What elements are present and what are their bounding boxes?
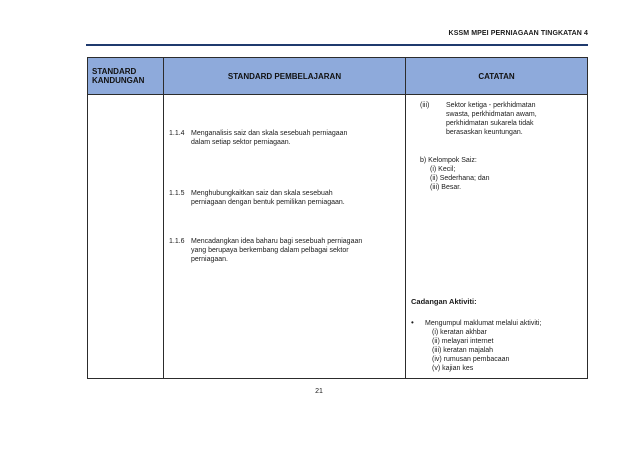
header-standard-kandungan <box>88 58 164 95</box>
activity-main: Mengumpul maklumat melalui aktiviti; <box>425 320 542 327</box>
activity-title: Cadangan Aktiviti: <box>411 297 477 306</box>
standard-code: 1.1.5 <box>169 190 185 197</box>
document-header: KSSM MPEI PERNIAGAAN TINGKATAN 4 <box>448 30 588 37</box>
header-line: KANDUNGAN <box>92 76 145 85</box>
header-line: STANDARD <box>92 67 137 76</box>
list-item: (v) kajian kes <box>432 365 474 372</box>
header-catatan: CATATAN <box>406 58 588 95</box>
sector-line: berasaskan keuntungan. <box>446 129 523 136</box>
standard-text: dalam setiap sektor perniagaan. <box>191 139 291 146</box>
bullet-icon: • <box>411 318 414 327</box>
standard-item-1-1-6 <box>169 237 404 264</box>
list-item: (i) Kecil; <box>430 166 456 173</box>
cell-catatan <box>406 95 588 379</box>
list-item: (iv) rumusan pembacaan <box>432 356 510 363</box>
header-standard-pembelajaran: STANDARD PEMBELAJARAN <box>164 58 406 95</box>
page-number: 21 <box>315 388 323 395</box>
size-title: b) Kelompok Saiz: <box>420 157 477 164</box>
table-header-row <box>88 58 588 95</box>
list-item: (ii) Sederhana; dan <box>430 175 490 182</box>
sector-line: swasta, perkhidmatan awam, <box>446 111 537 118</box>
standard-item-1-1-5 <box>169 189 404 207</box>
table-row <box>88 95 588 379</box>
sector-line: Sektor ketiga - perkhidmatan <box>446 102 536 109</box>
standard-text: yang berupaya berkembang dalam pelbagai sektor <box>191 247 349 254</box>
cell-standard-kandungan <box>88 95 164 379</box>
cell-standard-pembelajaran <box>164 95 406 379</box>
sector-line: perkhidmatan sukarela tidak <box>446 120 534 127</box>
standard-text: Menganalisis saiz dan skala sesebuah perniagaan <box>191 130 348 137</box>
sector-tag: (iii) <box>420 102 430 109</box>
list-item: (iii) Besar. <box>430 184 462 191</box>
standard-text: Menghubungkaitkan saiz dan skala sesebuah <box>191 190 333 197</box>
list-item: (ii) melayari internet <box>432 338 494 345</box>
sector-note <box>420 101 586 137</box>
standard-text: Mencadangkan idea baharu bagi sesebuah perniagaan <box>191 238 363 245</box>
size-group <box>420 156 490 192</box>
standard-code: 1.1.4 <box>169 130 185 137</box>
standard-item-1-1-4 <box>169 129 404 147</box>
activity-list <box>411 318 586 373</box>
header-rule <box>86 44 588 46</box>
list-item: (iii) keratan majalah <box>432 347 494 354</box>
standard-text: perniagaan. <box>191 256 228 263</box>
standard-text: perniagaan dengan bentuk pemilikan perniagaan. <box>191 199 345 206</box>
standard-code: 1.1.6 <box>169 238 185 245</box>
curriculum-table <box>87 57 588 379</box>
list-item: (i) keratan akhbar <box>432 329 487 336</box>
